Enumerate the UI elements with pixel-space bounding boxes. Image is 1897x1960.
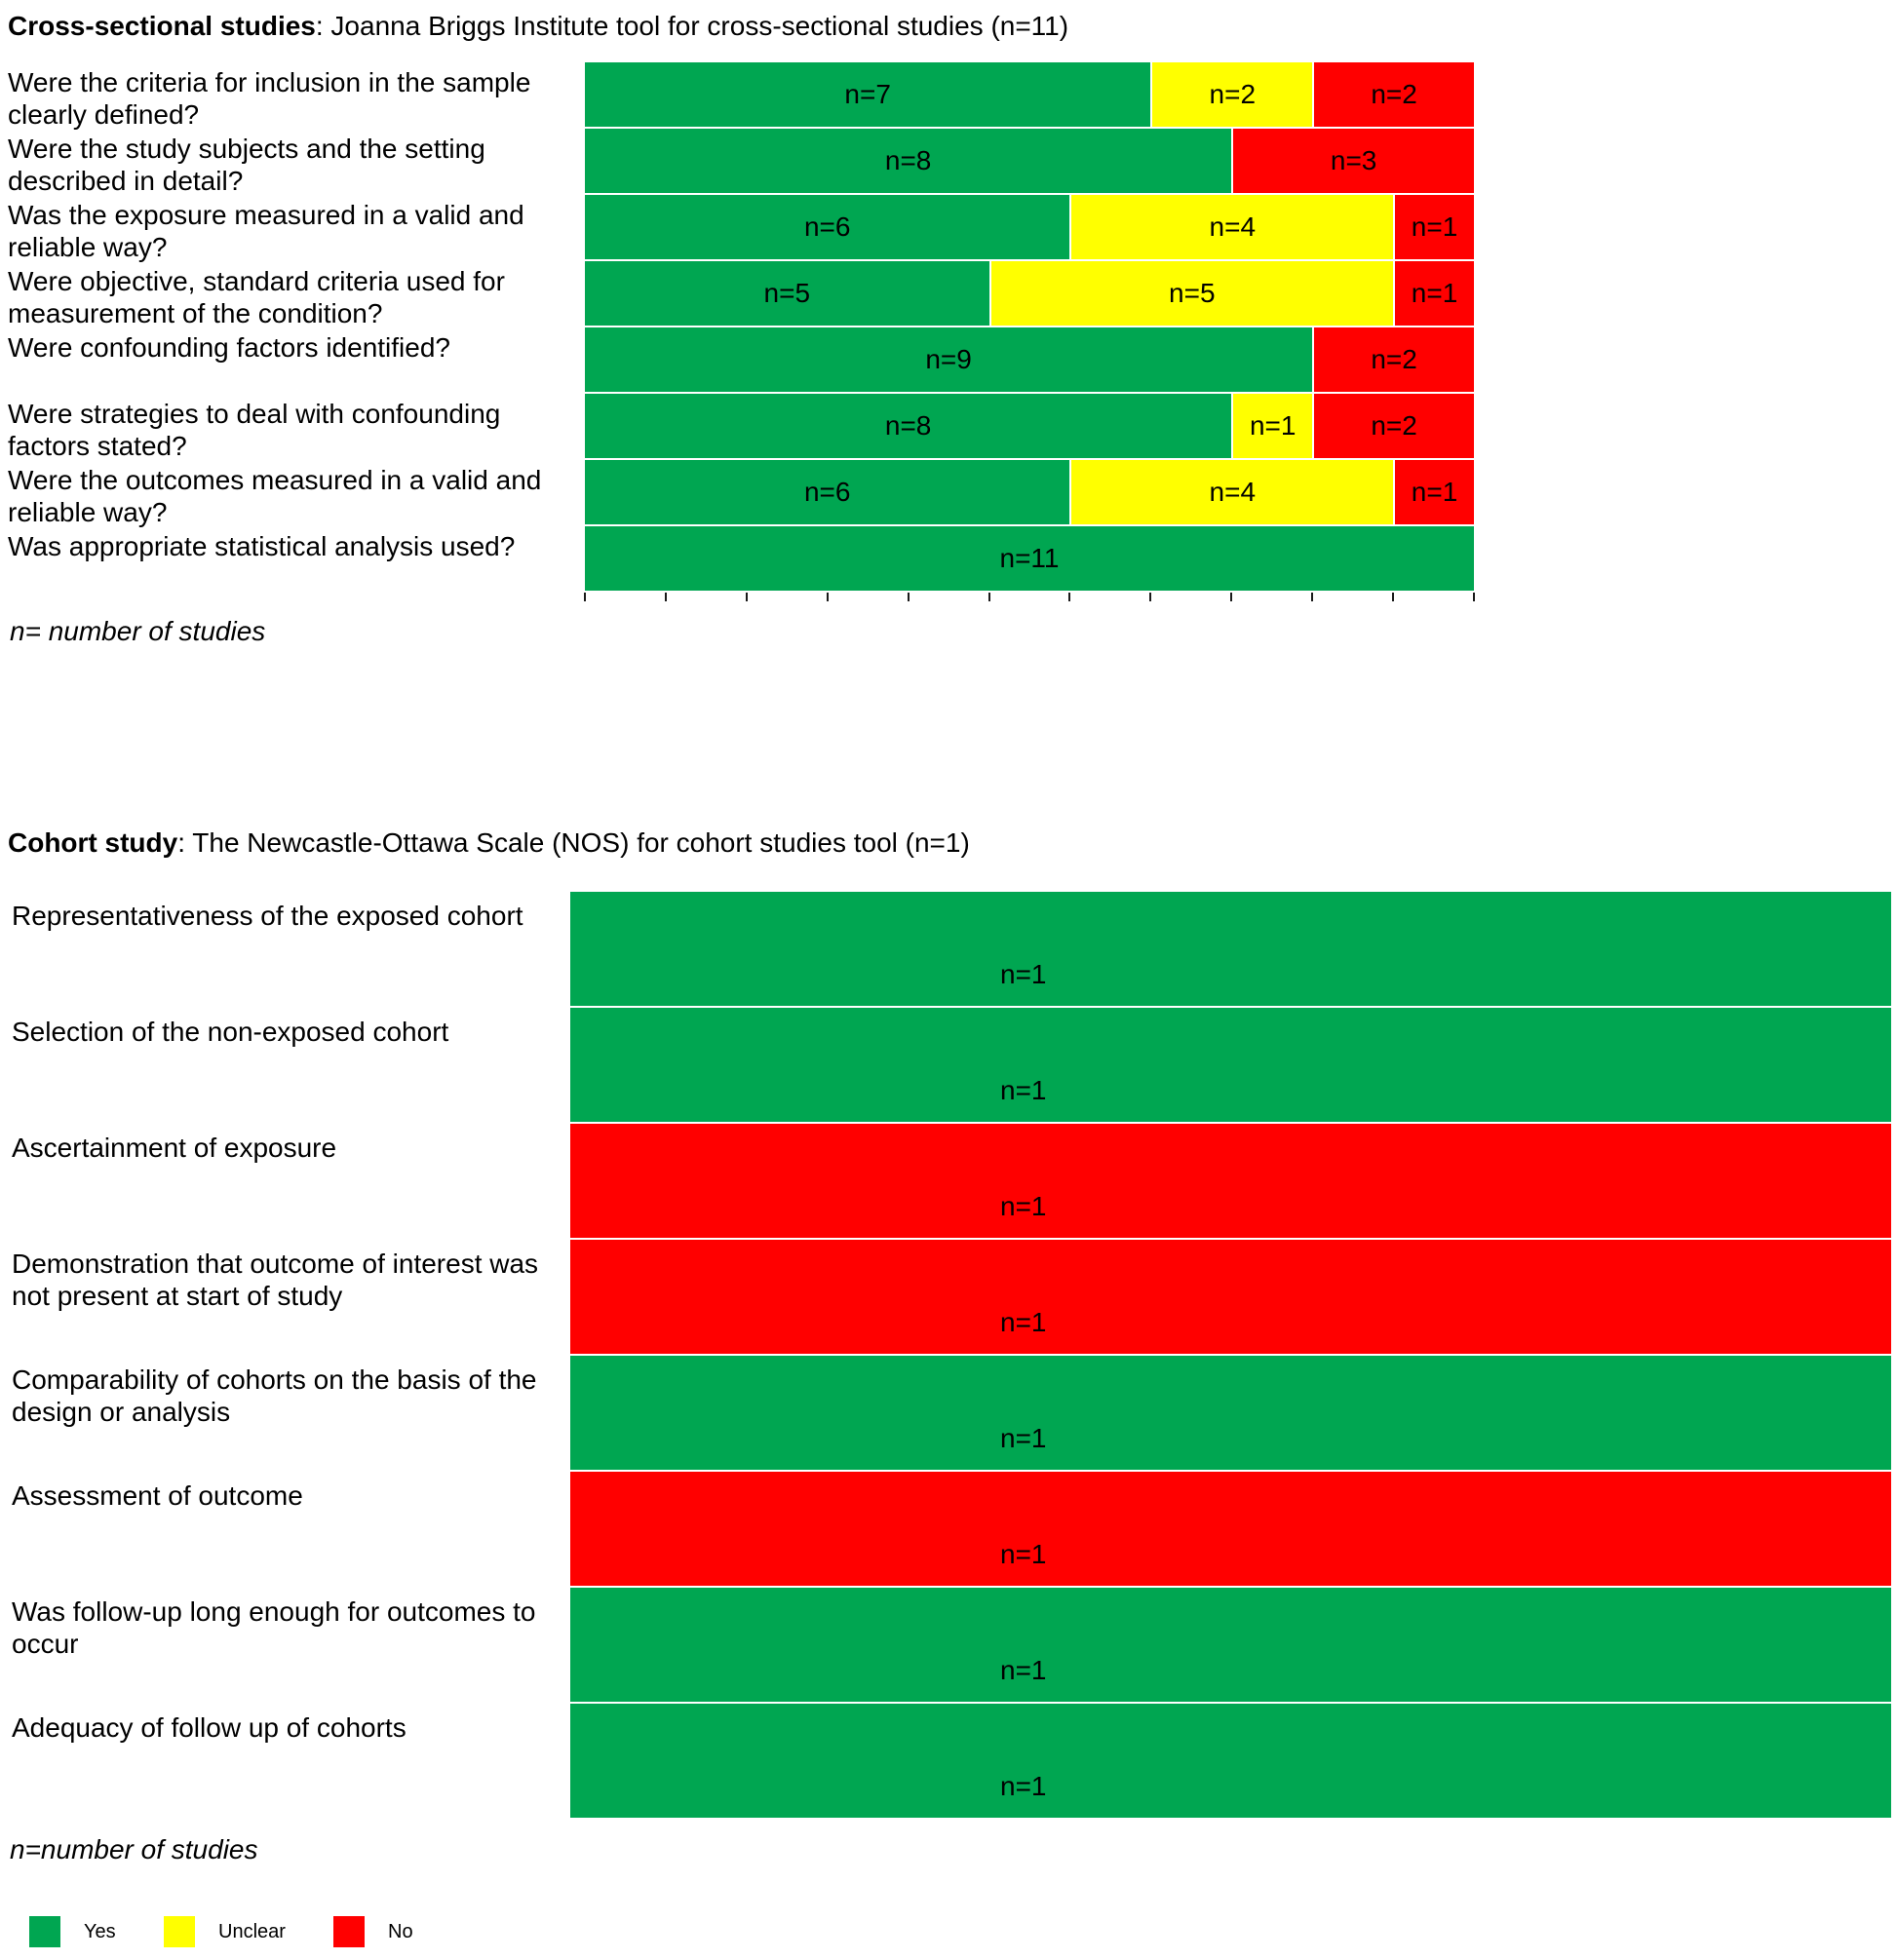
bar-segment-yes: [585, 327, 1312, 392]
chart-title-rest: : The Newcastle-Ottawa Scale (NOS) for cohort studies tool (n=1): [177, 827, 970, 858]
chart-1-row-2: [0, 1008, 1891, 1124]
legend-swatch-no: [333, 1916, 365, 1947]
stacked-bar: [570, 1124, 1891, 1240]
bar-segment-unclear: [1150, 62, 1312, 127]
bar-segment-no: [570, 1472, 1891, 1586]
bar-value-label: n=4: [1209, 477, 1257, 507]
chart-0-row-1: [0, 62, 1474, 129]
bar-value-label: n=6: [803, 477, 851, 507]
legend-item-unclear: [164, 1916, 286, 1947]
bar-value-label: n=2: [1371, 410, 1417, 441]
stacked-bar: [585, 460, 1474, 526]
bar-value-label: n=1: [1000, 1655, 1047, 1685]
bar-value-label: n=1: [1000, 1423, 1047, 1453]
legend-label-unclear: Unclear: [218, 1920, 286, 1942]
stacked-bar: [570, 1704, 1891, 1820]
axis-tick: [584, 593, 586, 601]
stacked-bar: [585, 394, 1474, 460]
bar-value-label: n=8: [884, 145, 932, 175]
bar-segment-no: [1312, 394, 1474, 458]
chart-0-row-7: [0, 460, 1474, 526]
bar-segment-yes: [585, 526, 1474, 591]
bar-value-label: n=1: [1000, 959, 1047, 989]
stacked-bar: [585, 261, 1474, 327]
bar-segment-no: [1312, 327, 1474, 392]
stacked-bar: [570, 1008, 1891, 1124]
legend: [0, 1916, 1897, 1960]
stacked-bar: [585, 526, 1474, 593]
bar-segment-unclear: [989, 261, 1394, 326]
axis-tick: [908, 593, 910, 601]
x-axis-ticks: [585, 593, 1474, 602]
bar-value-label: n=8: [884, 410, 932, 441]
stacked-bar: [585, 195, 1474, 261]
bar-segment-unclear: [1069, 460, 1393, 524]
cohort-chart-rows: [0, 892, 1891, 1820]
category-label: Were the outcomes measured in a valid and reliable way?: [8, 465, 542, 527]
axis-tick: [1230, 593, 1232, 601]
bar-value-label: n=2: [1371, 344, 1417, 374]
bar-segment-no: [570, 1240, 1891, 1354]
legend-swatch-unclear: [164, 1916, 195, 1947]
bar-segment-yes: [570, 892, 1891, 1006]
bar-value-label: n=1: [1411, 278, 1458, 308]
chart-0-row-8: [0, 526, 1474, 593]
cohort-note: n=number of studies: [10, 1834, 258, 1864]
chart-1-row-4: [0, 1240, 1891, 1356]
stacked-bar: [585, 327, 1474, 394]
bar-segment-yes: [585, 129, 1231, 193]
bar-value-label: n=1: [1411, 477, 1458, 507]
axis-tick: [1392, 593, 1394, 601]
chart-title-rest: : Joanna Briggs Institute tool for cross-sectional studies (n=11): [315, 11, 1069, 41]
chart-0-row-5: [0, 327, 1474, 394]
bar-segment-yes: [570, 1356, 1891, 1470]
legend-item-yes: [29, 1916, 116, 1947]
bar-segment-unclear: [1231, 394, 1312, 458]
bar-value-label: n=1: [1249, 410, 1297, 441]
stacked-bar: [585, 62, 1474, 129]
chart-title-bold: Cohort study: [8, 827, 178, 858]
chart-0-row-2: [0, 129, 1474, 195]
bar-value-label: n=3: [1330, 145, 1377, 175]
category-label: Was follow-up long enough for outcomes to occur: [12, 1596, 536, 1659]
chart-1-row-1: [0, 892, 1891, 1008]
bar-value-label: n=9: [925, 344, 972, 374]
chart-0-row-6: [0, 394, 1474, 460]
legend-label-yes: Yes: [84, 1920, 116, 1942]
axis-tick: [827, 593, 829, 601]
bar-value-label: n=7: [844, 79, 891, 109]
chart-0-row-4: [0, 261, 1474, 327]
chart-1-row-3: [0, 1124, 1891, 1240]
stacked-bar: [570, 1472, 1891, 1588]
axis-tick: [746, 593, 748, 601]
chart-1-row-8: [0, 1704, 1891, 1820]
bar-segment-no: [1393, 261, 1474, 326]
category-label: Was appropriate statistical analysis used?: [8, 531, 516, 561]
stacked-bar: [570, 1240, 1891, 1356]
bar-segment-yes: [570, 1588, 1891, 1702]
bar-segment-no: [1393, 195, 1474, 259]
bar-value-label: n=6: [803, 211, 851, 242]
bar-value-label: n=2: [1209, 79, 1257, 109]
bar-value-label: n=5: [763, 278, 811, 308]
bar-segment-no: [570, 1124, 1891, 1238]
legend-item-no: [333, 1916, 413, 1947]
bar-segment-no: [1231, 129, 1474, 193]
category-label: Comparability of cohorts on the basis of the design or analysis: [12, 1364, 537, 1427]
category-label: Assessment of outcome: [12, 1480, 303, 1511]
bar-segment-yes: [585, 394, 1231, 458]
axis-tick: [665, 593, 667, 601]
bar-value-label: n=1: [1000, 1191, 1047, 1221]
bar-value-label: n=11: [999, 543, 1060, 573]
bar-segment-no: [1312, 62, 1474, 127]
cross-sectional-note: n= number of studies: [10, 616, 266, 646]
cross-sectional-chart-rows: [0, 62, 1474, 593]
category-label: Were the study subjects and the setting described in detail?: [8, 134, 485, 196]
chart-title-bold: Cross-sectional studies: [8, 11, 316, 41]
axis-tick: [1311, 593, 1313, 601]
category-label: Selection of the non-exposed cohort: [12, 1017, 449, 1047]
bar-value-label: n=1: [1000, 1075, 1047, 1105]
bar-value-label: n=4: [1209, 211, 1257, 242]
axis-tick: [1149, 593, 1151, 601]
bar-segment-yes: [570, 1704, 1891, 1818]
stacked-bar: [570, 892, 1891, 1008]
stacked-bar: [570, 1356, 1891, 1472]
bar-segment-unclear: [1069, 195, 1393, 259]
axis-tick: [1473, 593, 1475, 601]
category-label: Adequacy of follow up of cohorts: [12, 1712, 406, 1743]
bar-value-label: n=1: [1000, 1539, 1047, 1569]
bar-segment-yes: [585, 195, 1069, 259]
stacked-bar: [585, 129, 1474, 195]
chart-1-row-5: [0, 1356, 1891, 1472]
bar-segment-yes: [585, 62, 1150, 127]
bar-segment-yes: [585, 261, 989, 326]
chart-1-row-7: [0, 1588, 1891, 1704]
category-label: Were confounding factors identified?: [8, 332, 450, 363]
cohort-chart-title: [8, 826, 970, 860]
axis-tick: [1068, 593, 1070, 601]
bar-value-label: n=5: [1169, 278, 1216, 308]
category-label: Were the criteria for inclusion in the sample clearly defined?: [8, 67, 531, 130]
category-label: Ascertainment of exposure: [12, 1133, 337, 1163]
bar-value-label: n=2: [1371, 79, 1417, 109]
chart-0-row-3: [0, 195, 1474, 261]
bar-value-label: n=1: [1000, 1771, 1047, 1801]
category-label: Demonstration that outcome of interest was not present at start of study: [12, 1249, 539, 1311]
category-label: Was the exposure measured in a valid and reliable way?: [8, 200, 524, 262]
stacked-bar: [570, 1588, 1891, 1704]
bar-value-label: n=1: [1000, 1307, 1047, 1337]
bar-segment-yes: [585, 460, 1069, 524]
legend-label-no: No: [388, 1920, 413, 1942]
category-label: Were strategies to deal with confounding factors stated?: [8, 399, 501, 461]
chart-1-row-6: [0, 1472, 1891, 1588]
category-label: Were objective, standard criteria used for measurement of the condition?: [8, 266, 505, 328]
bar-segment-no: [1393, 460, 1474, 524]
legend-swatch-yes: [29, 1916, 60, 1947]
cross-sectional-chart-title: [8, 10, 1068, 43]
bar-segment-yes: [570, 1008, 1891, 1122]
bar-value-label: n=1: [1411, 211, 1458, 242]
axis-tick: [988, 593, 990, 601]
category-label: Representativeness of the exposed cohort: [12, 901, 523, 931]
